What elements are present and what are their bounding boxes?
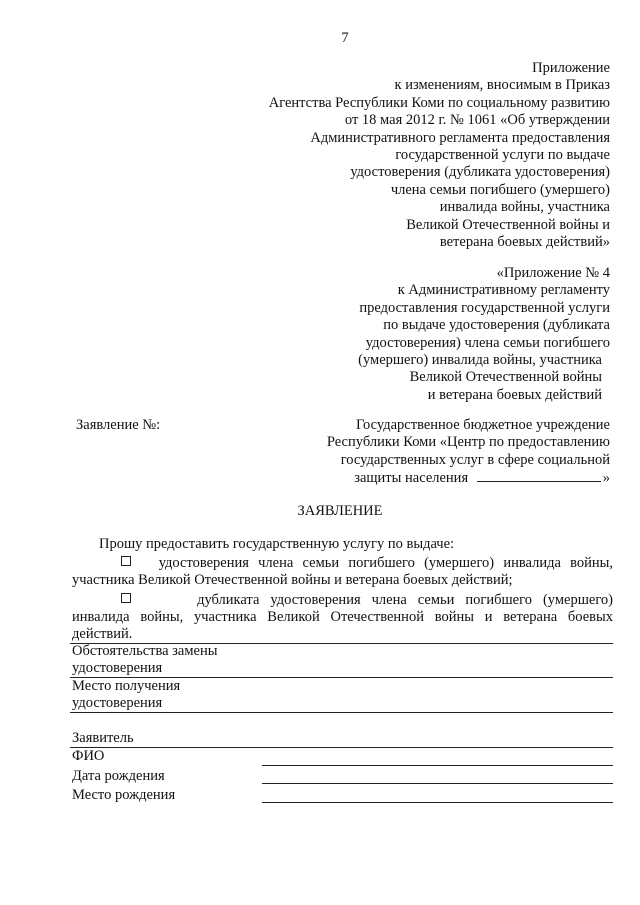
receipt-label-2: удостоверения [72,695,163,711]
option-1-text: удостоверения члена семьи погибшего (умершего) инвалида войны, [158,555,614,571]
header-line: к изменениям, вносимым в Приказ [394,77,610,94]
header-line: удостоверения (дубликата удостоверения) [350,164,610,181]
addressee-line: Государственное бюджетное учреждение [355,417,610,433]
option-1-line-1 [121,555,613,572]
header-line: Административного регламента предоставления [310,129,610,146]
addressee-line: государственных услуг в сфере социальной [340,451,610,468]
header-line: Приложение [532,60,610,76]
appendix-block [358,265,610,404]
appendix-line: по выдаче удостоверения (дубликата [383,317,610,334]
birth-date-field[interactable] [262,783,613,784]
header-line: ветерана боевых действий» [439,234,610,251]
option-2-text: дубликата удостоверения члена семьи погибшего (умершего) [197,592,613,608]
form-title: ЗАЯВЛЕНИЕ [297,503,383,519]
receipt-label-1: Место получения [72,678,181,694]
appendix-line: и ветерана боевых действий [427,386,602,403]
header-line: члена семьи погибшего (умершего) [390,181,610,198]
birth-place-field[interactable] [262,802,613,803]
option-2-line-3: действий. [72,626,133,642]
application-number-label: Заявление №: [76,417,161,433]
fio-label: ФИО [72,748,105,764]
appendix-line: Великой Отечественной войны [409,369,602,386]
header-line: от 18 мая 2012 г. № 1061 «Об утверждении [344,112,610,129]
header-line: государственной услуги по выдаче [395,147,610,164]
addressee-close-quote: » [602,470,610,487]
request-intro: Прошу предоставить государственную услугу по выдаче: [99,536,455,552]
applicant-line [70,747,613,748]
appendix-line: к Административному регламенту [397,282,610,299]
fio-field[interactable] [262,765,613,766]
option-2-line-2: инвалида войны, участника Великой Отечественной войны и ветерана боевых [72,609,613,625]
page-number: 7 [341,30,349,46]
appendix-line: «Приложение № 4 [496,265,610,281]
header-block [269,60,610,251]
option-2-checkbox[interactable] [121,593,131,603]
birth-date-label: Дата рождения [72,768,165,784]
option-1-checkbox[interactable] [121,556,131,566]
addressee-last-line: защиты населения [354,470,469,487]
option-2-line-1 [121,592,613,609]
addressee-line [327,469,610,487]
header-line: инвалида войны, участника [439,199,610,216]
organization-name-field[interactable] [477,469,601,482]
birth-place-label: Место рождения [72,787,176,803]
applicant-label: Заявитель [72,730,134,746]
replacement-label-2: удостоверения [72,660,163,676]
addressee-block [327,417,610,488]
appendix-line: удостоверения) члена семьи погибшего [365,334,610,351]
option-1-line-2: участника Великой Отечественной войны и ветерана боевых действий; [72,572,513,588]
appendix-line: предоставления государственной услуги [359,299,610,316]
receipt-field[interactable] [70,712,613,713]
appendix-line: (умершего) инвалида войны, участника [358,352,602,369]
header-line: Великой Отечественной войны и [406,216,610,233]
addressee-line: Республики Коми «Центр по предоставлению [326,434,610,451]
header-line: Агентства Республики Коми по социальному развитию [268,94,610,111]
replacement-label-1: Обстоятельства замены [72,643,218,659]
